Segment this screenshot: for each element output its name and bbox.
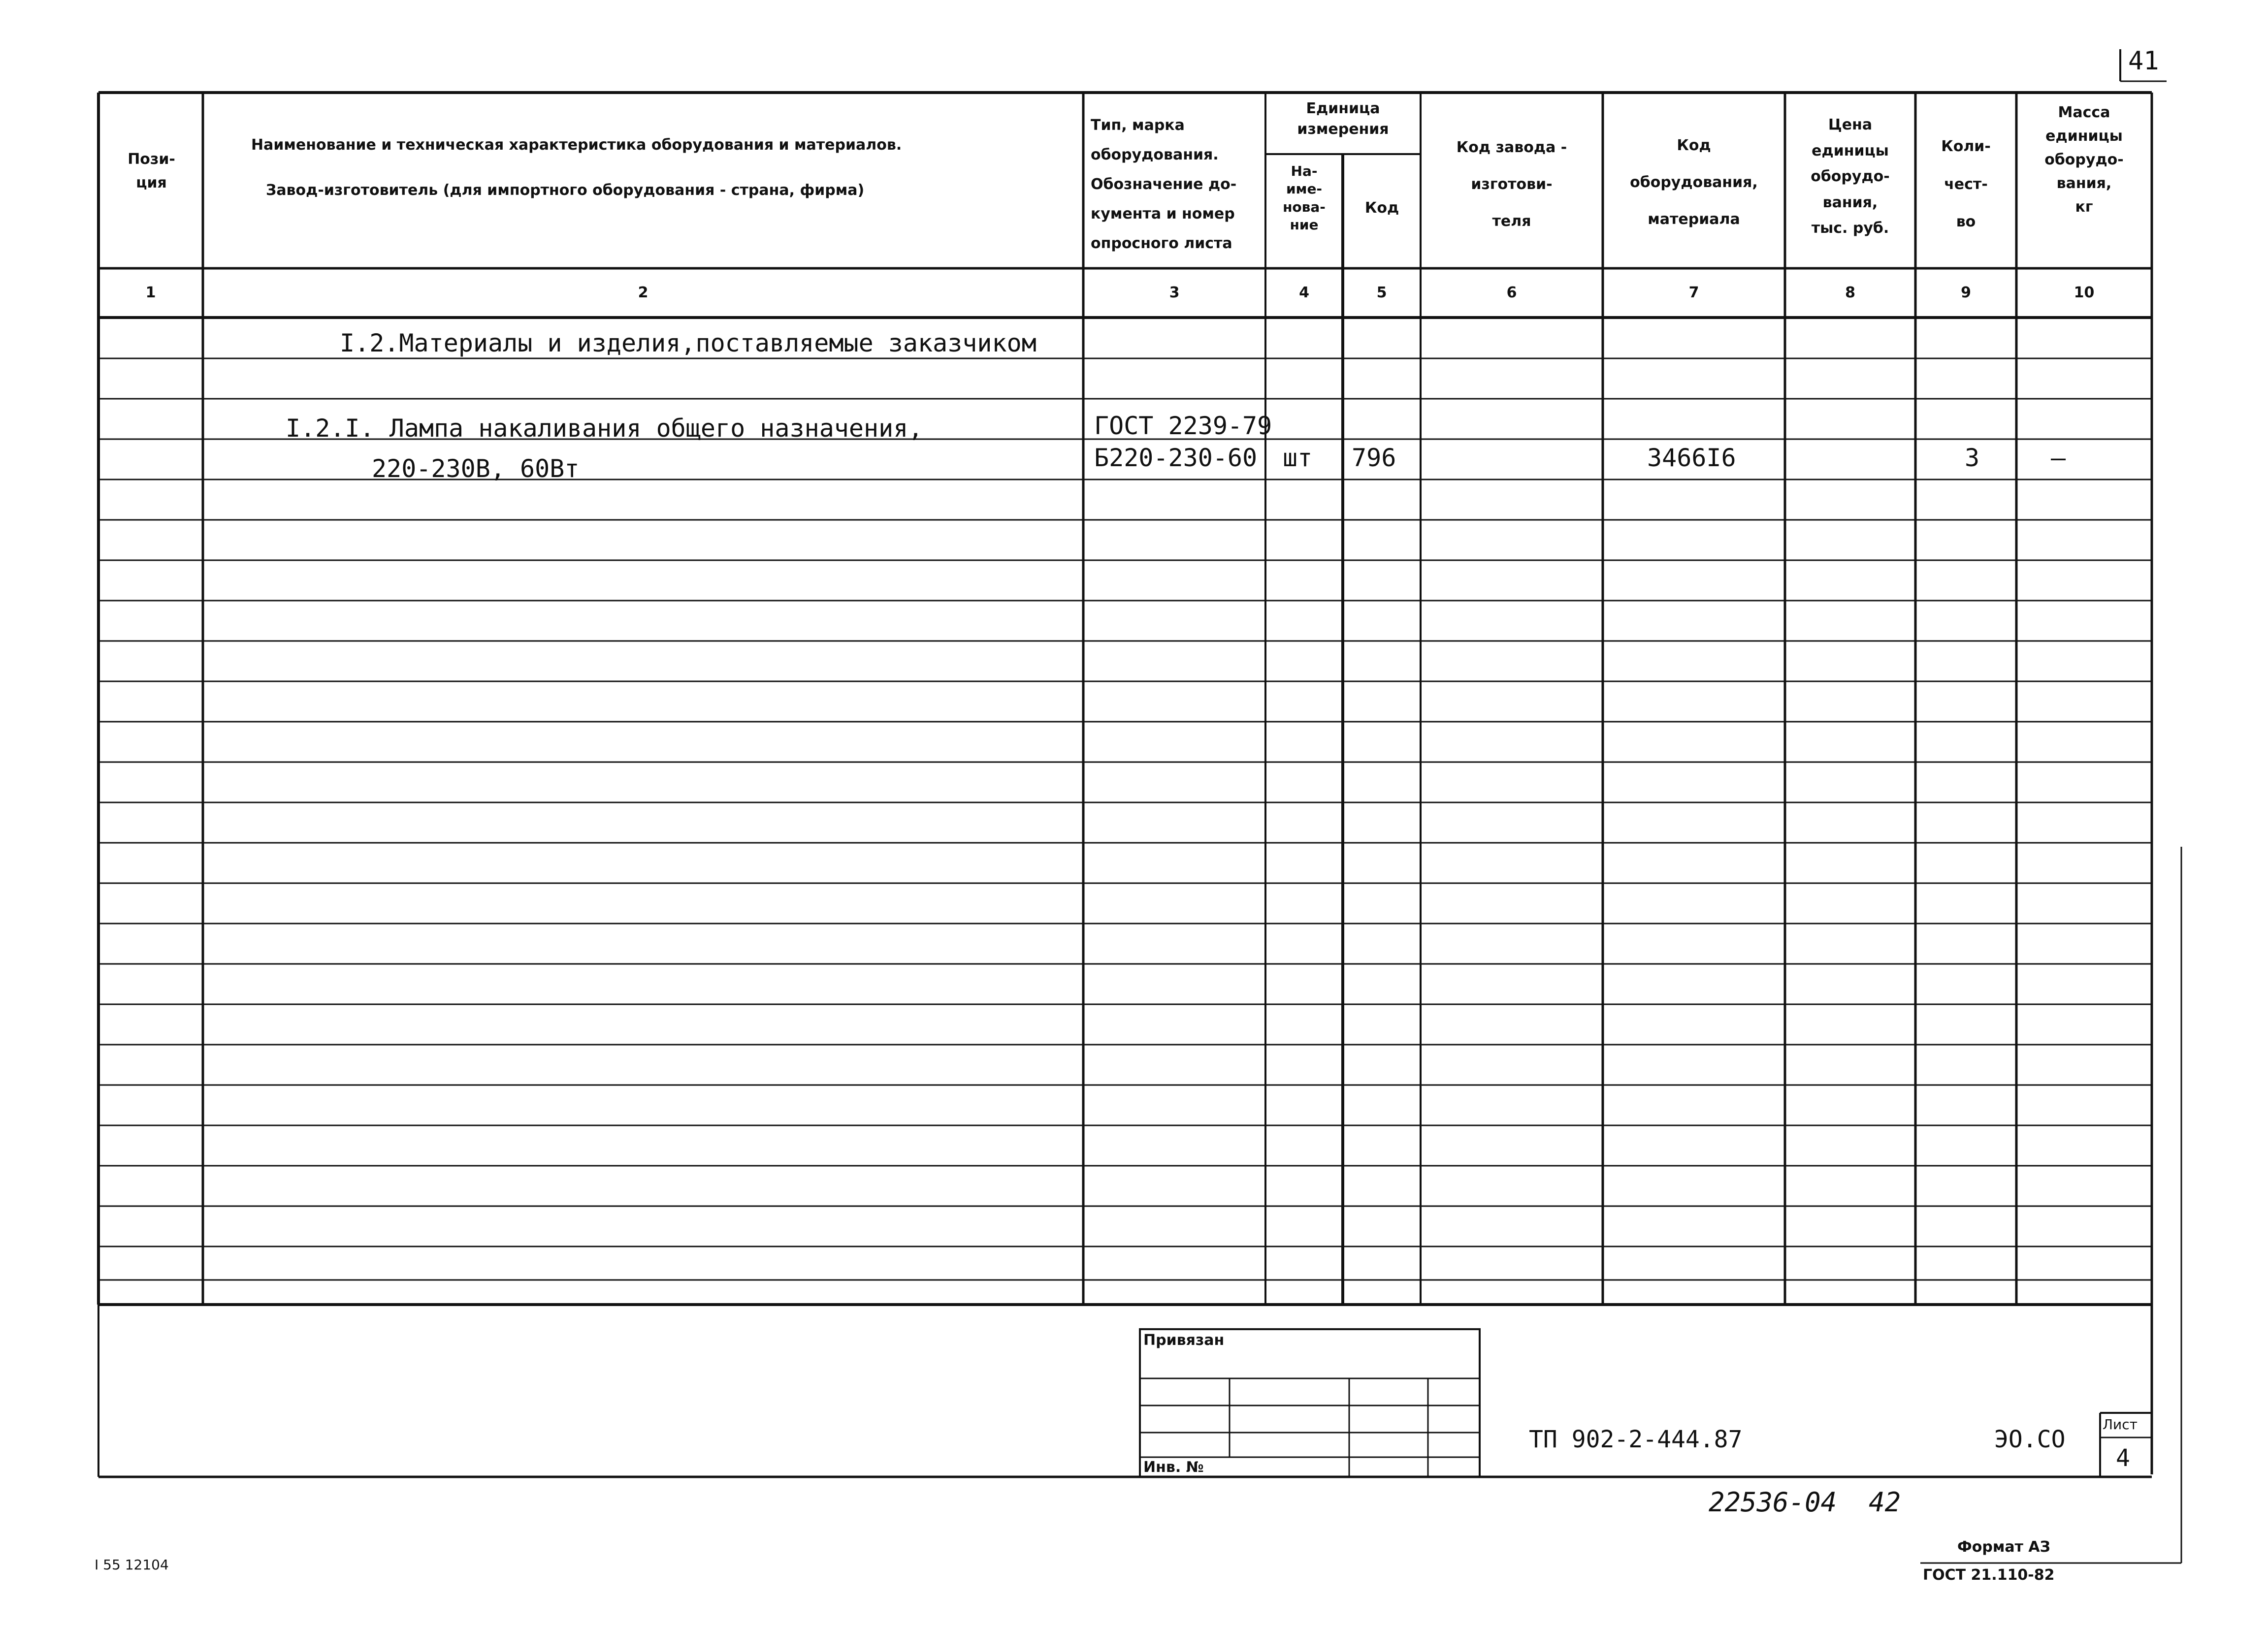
column-number-7: 7 bbox=[1688, 284, 1699, 301]
header-unit-mass: Масса единицы оборудо- вания, кг bbox=[2044, 104, 2124, 216]
column-number-6: 6 bbox=[1506, 284, 1517, 301]
column-number-9: 9 bbox=[1961, 284, 1971, 301]
document-mark: ЭО.СО bbox=[1994, 1426, 2066, 1453]
header-unit-group: Единица измерения bbox=[1297, 100, 1389, 138]
footer-archive-number: I 55 12104 bbox=[95, 1557, 169, 1573]
header-unit-name: На- име- нова- ние bbox=[1283, 163, 1326, 233]
format-label: Формат АЗ bbox=[1957, 1538, 2050, 1556]
column-number-3: 3 bbox=[1169, 284, 1180, 301]
header-name-line1: Наименование и техническая характеристика оборудования и материалов. bbox=[251, 136, 902, 154]
section-title: I.2.Материалы и изделия,поставляемые заказчиком bbox=[340, 329, 1037, 357]
handwritten-number: 22536-04 42 bbox=[1709, 1487, 1901, 1518]
item-name-line1: I.2.I. Лампа накаливания общего назначения, bbox=[286, 414, 923, 443]
item-unit-name: шт bbox=[1283, 444, 1313, 472]
sheet-label: Лист bbox=[2103, 1416, 2138, 1433]
top-sheet-number: 41 bbox=[2128, 46, 2159, 76]
column-number-2: 2 bbox=[638, 284, 648, 301]
stamp-linked-label: Привязан bbox=[1143, 1332, 1225, 1349]
header-factory-code: Код завода - изготови- теля bbox=[1456, 139, 1567, 230]
header-unit-price: Цена единицы оборудо- вания, тыс. руб. bbox=[1811, 116, 1890, 237]
item-mass: – bbox=[2051, 444, 2066, 472]
stamp-inventory-label: Инв. № bbox=[1143, 1459, 1204, 1476]
column-number-10: 10 bbox=[2074, 284, 2095, 301]
item-name-line2: 220-230В, 60Вт bbox=[372, 454, 580, 483]
item-document: ГОСТ 2239-79 bbox=[1094, 412, 1272, 440]
sheet-value: 4 bbox=[2116, 1444, 2130, 1472]
header-type-mark: Тип, марка оборудования. Обозначение до- кумента и номер опросного листа bbox=[1091, 117, 1237, 252]
column-number-4: 4 bbox=[1299, 284, 1309, 301]
header-equipment-code: Код оборудования, материала bbox=[1630, 137, 1758, 228]
column-number-5: 5 bbox=[1376, 284, 1387, 301]
header-position: Пози- ция bbox=[128, 151, 175, 192]
header-name-line2: Завод-изготовитель (для импортного оборудования - страна, фирма) bbox=[266, 182, 865, 199]
gost-footer: ГОСТ 21.110-82 bbox=[1923, 1566, 2055, 1584]
item-quantity: 3 bbox=[1965, 444, 1980, 472]
item-material-code: 3466I6 bbox=[1647, 444, 1736, 472]
item-type-mark: Б220-230-60 bbox=[1094, 444, 1258, 472]
header-quantity: Коли- чест- во bbox=[1941, 138, 1991, 230]
item-unit-code: 796 bbox=[1352, 444, 1396, 472]
column-number-1: 1 bbox=[145, 284, 156, 301]
header-unit-code: Код bbox=[1364, 199, 1399, 217]
document-code: ТП 902-2-444.87 bbox=[1529, 1426, 1743, 1453]
column-number-8: 8 bbox=[1845, 284, 1855, 301]
